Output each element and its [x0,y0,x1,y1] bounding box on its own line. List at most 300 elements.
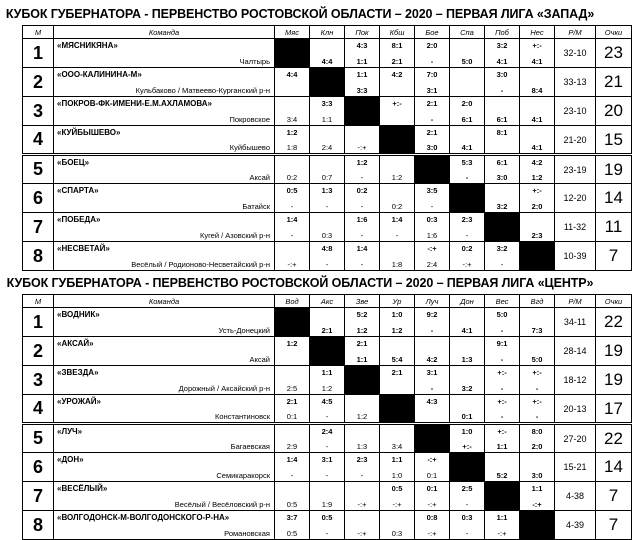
standings-table-west [22,25,632,271]
game-cell [485,453,520,482]
game-cell [415,213,450,242]
game-cell [380,482,415,511]
score-second: 0:1 [461,412,473,421]
game-cell [485,184,520,213]
game-cell [345,424,380,453]
score-second: -:+ [357,500,367,509]
points-cell: 19 [596,155,632,184]
score-second: 0:1 [286,412,298,421]
place-number: 2 [23,337,54,366]
score-first: 1:1 [391,455,403,464]
score-second: 4:1 [531,57,543,66]
score-first: 3:0 [496,70,508,79]
header-row [23,26,632,39]
score-second: - [290,231,294,240]
score-first: 8:1 [391,41,403,50]
game-cell [275,242,310,271]
score-second: 1:8 [391,260,403,269]
score-first: 4:2 [391,70,403,79]
team-location: Багаевская [230,442,270,451]
score-second: 1:3 [356,442,368,451]
team-name: «ДОН» [57,455,84,464]
game-cell [310,39,345,68]
score-first: 4:8 [321,244,333,253]
game-cell [275,68,310,97]
score-second: - [500,86,504,95]
score-first: +:- [392,99,402,108]
score-first: 3:7 [286,513,298,522]
score-first: 3:1 [321,455,333,464]
game-cell [380,68,415,97]
game-cell [485,68,520,97]
score-second: - [360,231,364,240]
score-second: - [360,173,364,182]
score-second: 0:7 [321,173,333,182]
score-second: - [500,260,504,269]
game-cell [450,308,485,337]
score-first: +:- [532,186,542,195]
score-second: 1:2 [391,326,403,335]
score-second: - [465,529,469,538]
goals-cell: 34-11 [555,308,596,337]
score-second: 3:0 [496,173,508,182]
game-cell [275,511,310,540]
place-number: 8 [23,511,54,540]
score-second: 0:3 [391,529,403,538]
game-cell [520,126,555,155]
table-row [23,308,632,337]
score-first: 1:1 [531,484,543,493]
score-second: -:+ [357,143,367,152]
score-first: 0:2 [461,244,473,253]
game-cell [275,453,310,482]
place-number: 5 [23,155,54,184]
game-cell [415,97,450,126]
team-cell [54,184,275,213]
score-first: 2:4 [321,427,333,436]
game-cell [345,395,380,424]
game-cell [415,453,450,482]
team-location: Кульбаково / Матвеево-Курганский р-н [135,86,270,95]
score-second: 0:5 [286,500,298,509]
score-first: +:- [532,397,542,406]
score-first: +:- [532,368,542,377]
game-cell [275,395,310,424]
game-cell [520,184,555,213]
team-location: Кугей / Азовский р-н [199,231,270,240]
header-col: Вес [485,295,520,308]
place-number: 4 [23,126,54,155]
score-first: 7:0 [426,70,438,79]
score-first: 1:1 [356,70,368,79]
points-cell: 19 [596,366,632,395]
team-location: Аксай [249,355,270,364]
team-location: Весёлый / Родионово-Несветайский р-н [131,260,270,269]
score-second: 4:1 [461,143,473,152]
game-cell [310,395,345,424]
game-cell [380,366,415,395]
header-row [23,295,632,308]
score-second: - [535,412,539,421]
score-second: - [500,326,504,335]
game-cell [345,453,380,482]
game-cell [450,511,485,540]
game-cell [450,39,485,68]
score-second: - [360,260,364,269]
score-second: 1:2 [391,173,403,182]
game-cell [380,511,415,540]
score-second: 3:2 [461,384,473,393]
goals-cell: 23-10 [555,97,596,126]
game-cell [520,482,555,511]
table-row [23,453,632,482]
header-col: Пок [345,26,380,39]
score-second: - [325,442,329,451]
score-second: - [360,471,364,480]
game-cell [450,242,485,271]
score-first: 1:4 [391,215,403,224]
goals-cell: 4-38 [555,482,596,511]
score-second: 1:8 [286,143,298,152]
score-second: 6:1 [461,115,473,124]
score-second: 3:2 [496,202,508,211]
score-first: 0:5 [391,484,403,493]
score-first: 0:5 [321,513,333,522]
table-row [23,395,632,424]
score-first: 6:1 [496,158,508,167]
score-second: -:+ [287,260,297,269]
score-second: 1:9 [321,500,333,509]
game-cell [520,424,555,453]
place-number: 2 [23,68,54,97]
score-second: 4:1 [461,326,473,335]
score-second: - [395,231,399,240]
team-cell [54,482,275,511]
game-cell [380,308,415,337]
goals-cell: 11-32 [555,213,596,242]
game-cell [380,242,415,271]
game-cell [310,213,345,242]
score-second: 2:3 [531,231,543,240]
game-cell [380,39,415,68]
place-number: 3 [23,97,54,126]
header-col: Вгд [520,295,555,308]
game-cell [275,424,310,453]
score-second: -:+ [497,529,507,538]
score-first: 2:3 [356,455,368,464]
standings-table-center [22,294,632,540]
team-location: Романовская [224,529,270,538]
score-second: - [500,412,504,421]
goals-cell: 12-20 [555,184,596,213]
team-name: «ЛУЧ» [57,427,83,436]
team-cell [54,453,275,482]
game-cell [450,155,485,184]
game-cell [520,337,555,366]
game-cell [415,184,450,213]
game-cell [450,424,485,453]
score-second: 2:0 [531,442,543,451]
team-location: Дорожный / Аксайский р-н [178,384,270,393]
score-second: 2:9 [286,442,298,451]
diagonal-cell [380,126,415,155]
score-second: - [325,260,329,269]
game-cell [485,242,520,271]
game-cell [485,155,520,184]
table-row [23,337,632,366]
team-location: Батайск [242,202,270,211]
score-first: 1:0 [391,310,403,319]
score-second: 4:1 [531,143,543,152]
diagonal-cell [345,97,380,126]
score-second: - [290,471,294,480]
score-second: 2:4 [321,143,333,152]
team-name: «БОЕЦ» [57,158,90,167]
game-cell [415,482,450,511]
place-number: 4 [23,395,54,424]
header-team: Команда [54,26,275,39]
header-col: Нес [520,26,555,39]
score-second: 5:0 [461,57,473,66]
score-first: 9:2 [426,310,438,319]
place-number: 3 [23,366,54,395]
goals-cell: 32-10 [555,39,596,68]
game-cell [450,366,485,395]
score-first: 2:1 [286,397,298,406]
diagonal-cell [450,184,485,213]
points-cell: 23 [596,39,632,68]
points-cell: 20 [596,97,632,126]
place-number: 7 [23,213,54,242]
diagonal-cell [415,424,450,453]
game-cell [310,511,345,540]
header-col: Поб [485,26,520,39]
game-cell [520,308,555,337]
table-title: КУБОК ГУБЕРНАТОРА - ПЕРВЕНСТВО РОСТОВСКОЙ ОБЛАСТИ – 2020 – ПЕРВАЯ ЛИГА «ЦЕНТР» [6,276,594,290]
diagonal-cell [345,366,380,395]
game-cell [275,155,310,184]
game-cell [310,242,345,271]
game-cell [485,395,520,424]
table-row [23,155,632,184]
score-second: - [465,231,469,240]
game-cell [415,395,450,424]
score-first: 5:3 [461,158,473,167]
team-cell [54,424,275,453]
game-cell [415,308,450,337]
score-second: - [500,384,504,393]
score-second: 2:0 [531,202,543,211]
game-cell [450,68,485,97]
team-cell [54,97,275,126]
goals-cell: 20-13 [555,395,596,424]
score-first: 3:2 [496,244,508,253]
game-cell [345,308,380,337]
game-cell [310,126,345,155]
table-title: КУБОК ГУБЕРНАТОРА - ПЕРВЕНСТВО РОСТОВСКОЙ ОБЛАСТИ – 2020 – ПЕРВАЯ ЛИГА «ЗАПАД» [5,7,595,21]
game-cell [520,366,555,395]
header-rp: Р/М [555,295,596,308]
score-second: 1:2 [531,173,543,182]
score-second: 0:2 [286,173,298,182]
points-cell: 14 [596,453,632,482]
score-second: +:- [462,442,472,451]
score-first: 5:0 [496,310,508,319]
game-cell [275,482,310,511]
score-first: 8:0 [531,427,543,436]
header-col: Акс [310,295,345,308]
score-first: 4:3 [426,397,438,406]
score-second: 4:4 [321,57,333,66]
game-cell [380,213,415,242]
team-cell [54,395,275,424]
team-location: Семикаракорск [216,471,270,480]
team-location: Весёлый / Весёловский р-н [174,500,270,509]
diagonal-cell [485,213,520,242]
header-rp: Р/М [555,26,596,39]
score-second: 6:1 [496,115,508,124]
score-second: 1:2 [356,412,368,421]
score-second: 7:3 [531,326,543,335]
team-name: «СПАРТА» [57,186,99,195]
team-cell [54,308,275,337]
score-second: 1:1 [356,355,368,364]
team-location: Чалтырь [239,57,270,66]
score-first: 1:0 [461,427,473,436]
score-first: 1:1 [496,513,508,522]
points-cell: 14 [596,184,632,213]
table-row [23,97,632,126]
game-cell [415,68,450,97]
score-second: 2:4 [426,260,438,269]
score-second: - [290,202,294,211]
team-location: Куйбышево [229,143,270,152]
score-second: - [430,384,434,393]
score-first: 3:1 [426,368,438,377]
points-cell: 22 [596,424,632,453]
score-second: 5:4 [391,355,403,364]
score-second: 2:1 [321,326,333,335]
table-row [23,68,632,97]
score-second: -:+ [532,500,542,509]
goals-cell: 27-20 [555,424,596,453]
diagonal-cell [310,68,345,97]
game-cell [345,511,380,540]
team-cell [54,68,275,97]
place-number: 7 [23,482,54,511]
score-first: 1:4 [286,215,298,224]
place-number: 6 [23,184,54,213]
score-first: 1:3 [321,186,333,195]
header-m: М [23,26,54,39]
header-team: Команда [54,295,275,308]
game-cell [310,482,345,511]
team-name: «АКСАЙ» [57,339,94,348]
score-first: 1:2 [286,339,298,348]
score-second: - [535,384,539,393]
table-row [23,39,632,68]
game-cell [345,155,380,184]
game-cell [520,213,555,242]
team-name: «ВЕСЁЛЫЙ» [57,484,108,493]
score-first: +:- [532,41,542,50]
header-col: Луч [415,295,450,308]
score-first: 4:4 [286,70,298,79]
score-second: 0:3 [321,231,333,240]
score-first: 4:2 [531,158,543,167]
score-second: 3:4 [391,442,403,451]
goals-cell: 33-13 [555,68,596,97]
table-row [23,213,632,242]
score-second: 2:5 [286,384,298,393]
score-second: - [325,529,329,538]
score-second: - [360,202,364,211]
score-second: 1:1 [356,57,368,66]
score-first: 2:1 [391,368,403,377]
score-first: 1:4 [356,244,368,253]
score-first: 1:2 [356,158,368,167]
header-col: Вод [275,295,310,308]
score-second: - [430,115,434,124]
game-cell [485,337,520,366]
header-col: Мяс [275,26,310,39]
place-number: 1 [23,39,54,68]
game-cell [345,213,380,242]
goals-cell: 23-19 [555,155,596,184]
game-cell [485,424,520,453]
team-name: «ВОЛГОДОНСК-М-ВОЛГОДОНСКОГО-Р-НА» [57,513,230,522]
game-cell [485,308,520,337]
score-first: 2:1 [426,128,438,137]
game-cell [520,97,555,126]
game-cell [520,395,555,424]
game-cell [345,337,380,366]
game-cell [380,97,415,126]
place-number: 1 [23,308,54,337]
score-first: 4:3 [356,41,368,50]
score-second: -:+ [392,500,402,509]
header-col: Бое [415,26,450,39]
score-second: 1:1 [321,115,333,124]
game-cell [485,511,520,540]
game-cell [380,155,415,184]
score-first: 0:3 [461,513,473,522]
score-second: 5:2 [496,471,508,480]
team-cell [54,155,275,184]
game-cell [450,213,485,242]
team-cell [54,39,275,68]
diagonal-cell [520,242,555,271]
goals-cell: 21-20 [555,126,596,155]
game-cell [275,126,310,155]
game-cell [345,39,380,68]
score-first: 0:3 [426,215,438,224]
score-second: - [430,57,434,66]
score-first: 2:1 [426,99,438,108]
game-cell [345,184,380,213]
header-col: Ур [380,295,415,308]
score-second: - [325,471,329,480]
score-first: 4:5 [321,397,333,406]
points-cell: 22 [596,308,632,337]
team-location: Покровское [229,115,270,124]
score-second: 1:2 [321,384,333,393]
score-second: -:+ [427,529,437,538]
score-first: 3:2 [496,41,508,50]
score-first: 0:8 [426,513,438,522]
game-cell [380,453,415,482]
team-cell [54,213,275,242]
